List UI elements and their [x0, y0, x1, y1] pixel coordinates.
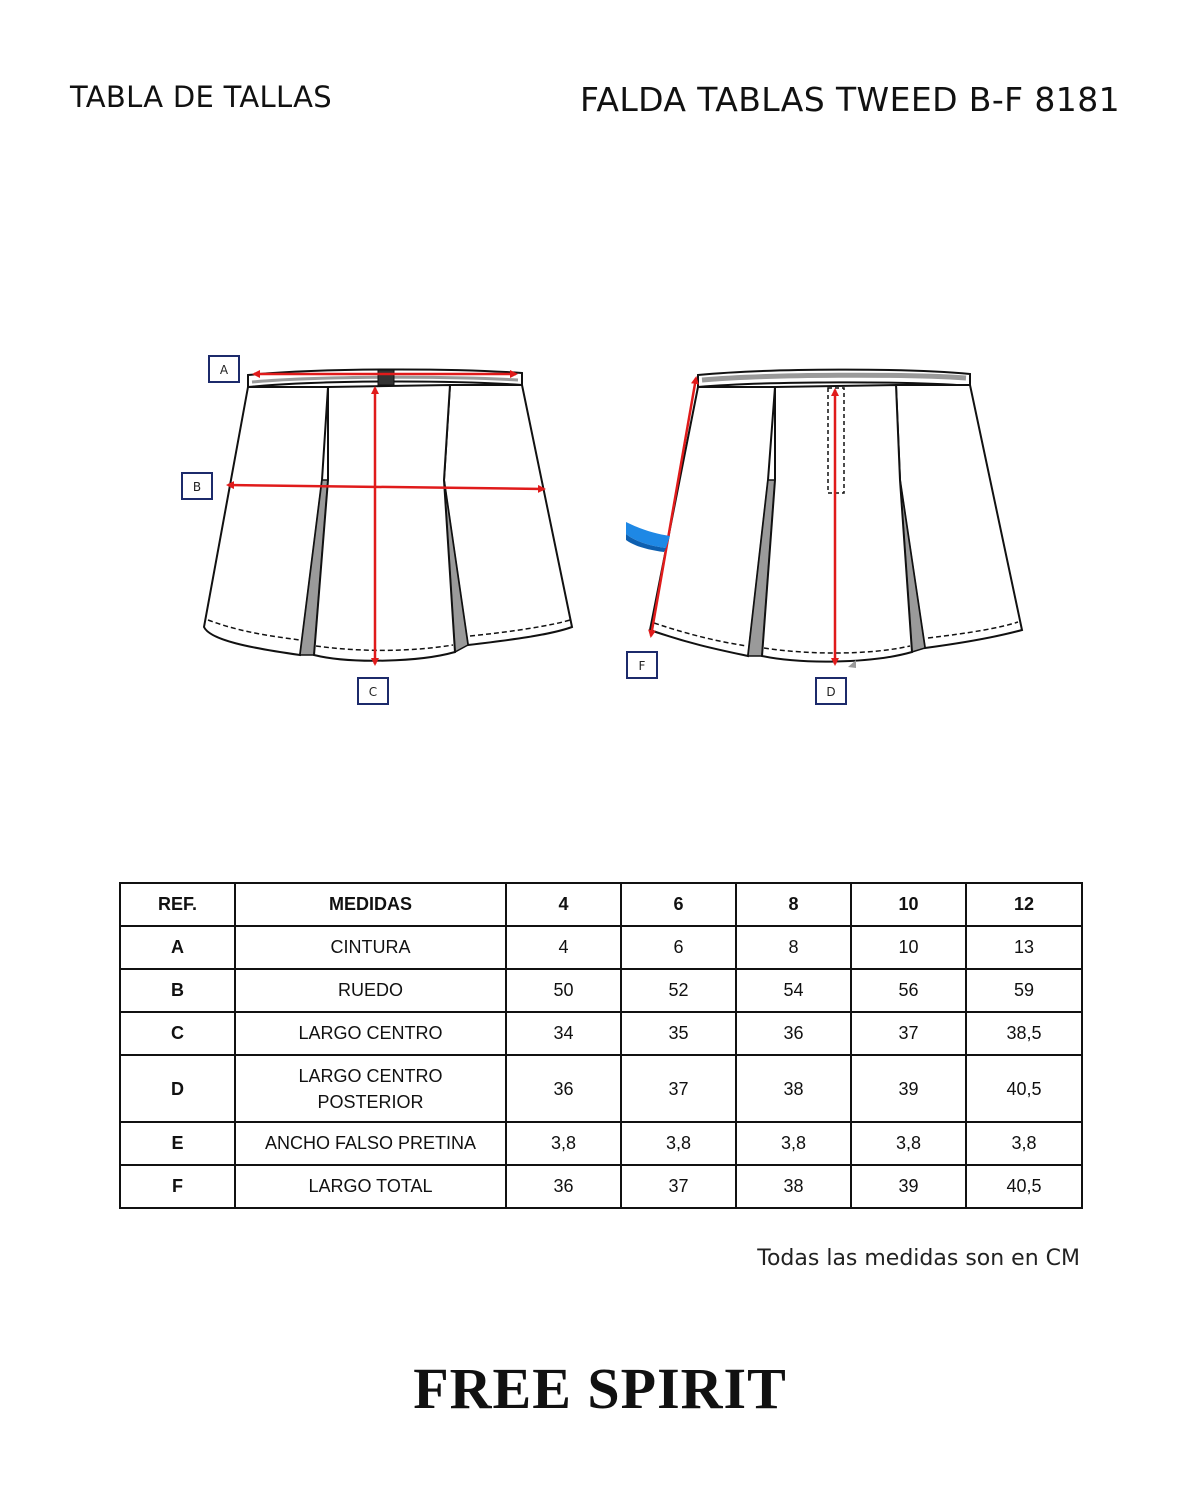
brand-logo: FREE SPIRIT [413, 1356, 787, 1421]
value-cell: 6 [621, 926, 736, 969]
label-d [816, 678, 846, 704]
label-b [182, 473, 212, 499]
measure-line-1: LARGO CENTRO [298, 1065, 443, 1086]
label-a [209, 356, 239, 382]
value-cell: 52 [621, 969, 736, 1012]
measure-cell: LARGO TOTAL [235, 1165, 506, 1208]
value-cell: 37 [621, 1055, 736, 1122]
value-cell: 3,8 [736, 1122, 851, 1165]
value-cell: 50 [506, 969, 621, 1012]
value-cell: 3,8 [966, 1122, 1082, 1165]
col-header-size: 12 [966, 883, 1082, 926]
col-header-size: 10 [851, 883, 966, 926]
col-header-ref: REF. [120, 883, 235, 926]
ref-cell: D [120, 1055, 235, 1122]
value-cell: 35 [621, 1012, 736, 1055]
value-cell: 3,8 [506, 1122, 621, 1165]
value-cell: 38,5 [966, 1012, 1082, 1055]
svg-text:B: B [192, 480, 202, 494]
table-row [120, 969, 1082, 1012]
col-header-size: 6 [621, 883, 736, 926]
table-row [120, 1122, 1082, 1165]
skirt-measurement-diagram [150, 330, 1050, 775]
ref-cell: F [120, 1165, 235, 1208]
units-note: Todas las medidas son en CM [757, 1246, 1080, 1271]
table-row [120, 1012, 1082, 1055]
product-title: FALDA TABLAS TWEED B-F 8181 [580, 80, 1120, 119]
ref-cell: C [120, 1012, 235, 1055]
measure-cell [235, 1055, 506, 1122]
value-cell: 34 [506, 1012, 621, 1055]
ref-cell: A [120, 926, 235, 969]
table-row [120, 1055, 1082, 1122]
back-skirt-drawing [626, 370, 1022, 668]
value-cell: 38 [736, 1165, 851, 1208]
col-header-medidas: MEDIDAS [235, 883, 506, 926]
value-cell: 39 [851, 1165, 966, 1208]
value-cell: 37 [621, 1165, 736, 1208]
size-table [119, 882, 1083, 1209]
table-row [120, 926, 1082, 969]
ref-cell: E [120, 1122, 235, 1165]
value-cell: 59 [966, 969, 1082, 1012]
table-row [120, 1165, 1082, 1208]
svg-text:C: C [368, 685, 378, 699]
svg-text:F: F [638, 659, 646, 673]
value-cell: 10 [851, 926, 966, 969]
value-cell: 54 [736, 969, 851, 1012]
value-cell: 4 [506, 926, 621, 969]
value-cell: 13 [966, 926, 1082, 969]
measure-cell: RUEDO [235, 969, 506, 1012]
col-header-size: 8 [736, 883, 851, 926]
measure-cell: CINTURA [235, 926, 506, 969]
label-c [358, 678, 388, 704]
ref-cell: B [120, 969, 235, 1012]
value-cell: 36 [506, 1165, 621, 1208]
measure-line-2: POSTERIOR [317, 1091, 424, 1112]
svg-text:D: D [826, 685, 836, 699]
value-cell: 56 [851, 969, 966, 1012]
svg-text:A: A [219, 363, 229, 377]
measure-cell: LARGO CENTRO [235, 1012, 506, 1055]
col-header-size: 4 [506, 883, 621, 926]
value-cell: 36 [736, 1012, 851, 1055]
value-cell: 37 [851, 1012, 966, 1055]
value-cell: 38 [736, 1055, 851, 1122]
label-f [627, 652, 657, 678]
value-cell: 40,5 [966, 1165, 1082, 1208]
size-chart-heading: TABLA DE TALLAS [70, 80, 332, 114]
measure-cell: ANCHO FALSO PRETINA [235, 1122, 506, 1165]
value-cell: 40,5 [966, 1055, 1082, 1122]
front-skirt-drawing [204, 369, 572, 664]
value-cell: 3,8 [851, 1122, 966, 1165]
table-header-row [120, 883, 1082, 926]
value-cell: 3,8 [621, 1122, 736, 1165]
value-cell: 36 [506, 1055, 621, 1122]
value-cell: 8 [736, 926, 851, 969]
value-cell: 39 [851, 1055, 966, 1122]
